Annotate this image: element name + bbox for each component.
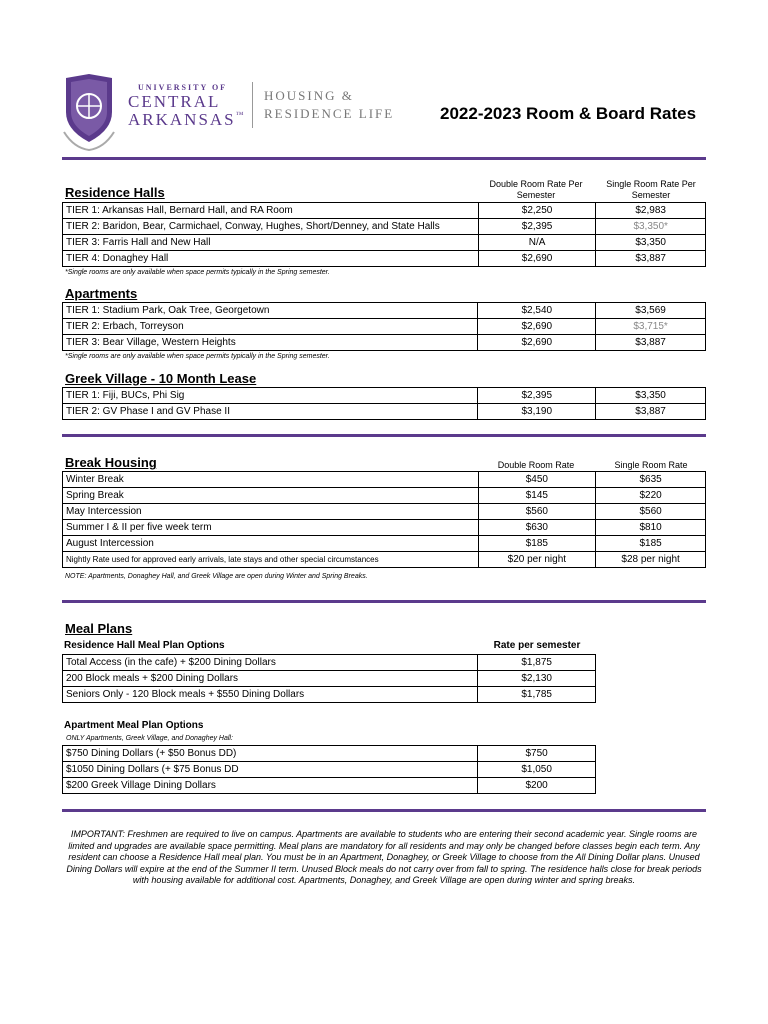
divider-meal <box>62 600 706 603</box>
table-row <box>63 319 706 335</box>
uca-shield-logo-icon <box>60 72 118 152</box>
double-rate: $185 <box>478 536 596 552</box>
double-rate: $2,690 <box>478 251 596 267</box>
apartments-heading: Apartments <box>65 286 138 301</box>
double-rate: $450 <box>478 472 596 488</box>
double-rate: $630 <box>478 520 596 536</box>
university-line1: UNIVERSITY OF <box>138 83 228 92</box>
row-name: TIER 2: Erbach, Torreyson <box>63 319 478 335</box>
residence-meal-heading: Residence Hall Meal Plan Options <box>64 640 225 651</box>
logo-divider <box>252 82 253 128</box>
double-rate: $2,395 <box>478 219 596 235</box>
dept-line1: HOUSING & <box>264 88 354 103</box>
rh-col-double: Double Room Rate Per Semester <box>489 179 583 200</box>
meal-rate: $1,875 <box>478 655 596 671</box>
table-row <box>63 219 706 235</box>
single-rate: $2,983 <box>596 203 706 219</box>
row-name: TIER 3: Bear Village, Western Heights <box>63 335 478 351</box>
double-rate: $2,395 <box>478 388 596 404</box>
table-row <box>63 303 706 319</box>
apartment-meal-heading: Apartment Meal Plan Options <box>64 720 204 731</box>
row-name: TIER 1: Arkansas Hall, Bernard Hall, and RA Room <box>63 203 479 219</box>
double-rate: $3,190 <box>478 404 596 420</box>
row-name: $750 Dining Dollars (+ $50 Bonus DD) <box>63 746 478 762</box>
divider-break <box>62 434 706 437</box>
apartments-table <box>62 302 706 351</box>
bh-col-double: Double Room Rate <box>497 460 575 470</box>
table-row <box>63 504 706 520</box>
double-rate: $145 <box>478 488 596 504</box>
university-line3 <box>128 110 245 130</box>
greek-village-heading: Greek Village - 10 Month Lease <box>65 371 257 386</box>
apartment-meal-subheading: ONLY Apartments, Greek Village, and Donaghey Hall: <box>66 735 233 742</box>
row-name: Nightly Rate used for approved early arrivals, late stays and other special circumstances <box>63 552 479 568</box>
row-name: $200 Greek Village Dining Dollars <box>63 778 478 794</box>
row-name: Spring Break <box>63 488 479 504</box>
double-rate: $560 <box>478 504 596 520</box>
break-housing-table <box>62 471 706 568</box>
university-line3-text: ARKANSAS <box>128 110 236 129</box>
residence-meal-table <box>62 654 596 703</box>
single-rate: $560 <box>596 504 706 520</box>
residence-halls-note: *Single rooms are only available when space permits typically in the Spring semester. <box>65 269 330 276</box>
page-title: 2022-2023 Room & Board Rates <box>440 104 697 123</box>
rate-per-semester-heading: Rate per semester <box>493 640 581 651</box>
single-rate: $635 <box>596 472 706 488</box>
table-row <box>63 552 706 568</box>
table-row <box>63 488 706 504</box>
divider-header <box>62 157 706 160</box>
bh-col-single: Single Room Rate <box>614 460 688 470</box>
single-rate: $3,350* <box>596 219 706 235</box>
row-name: TIER 4: Donaghey Hall <box>63 251 479 267</box>
trademark: ™ <box>235 110 246 119</box>
single-rate: $3,350 <box>596 388 706 404</box>
table-row <box>63 520 706 536</box>
single-rate: $810 <box>596 520 706 536</box>
row-name: Winter Break <box>63 472 479 488</box>
double-rate: $2,690 <box>478 319 596 335</box>
single-rate: $3,715* <box>596 319 706 335</box>
apartments-note: *Single rooms are only available when space permits typically in the Spring semester. <box>65 353 330 360</box>
greek-village-table <box>62 387 706 420</box>
row-name: Total Access (in the cafe) + $200 Dining Dollars <box>63 655 478 671</box>
table-row <box>63 335 706 351</box>
university-line2: CENTRAL <box>128 92 221 111</box>
table-row <box>63 536 706 552</box>
row-name: TIER 3: Farris Hall and New Hall <box>63 235 479 251</box>
single-rate: $185 <box>596 536 706 552</box>
meal-rate: $1,785 <box>478 687 596 703</box>
break-housing-heading: Break Housing <box>65 455 157 470</box>
important-note: IMPORTANT: Freshmen are required to live on campus. Apartments are available to students who are entering their second academic year. Single rooms are limited and upgrades are available space permitting. Meal plans are mandatory for all residents and may only be changed before classes begin each term. Any resident can choose a Residence Hall meal plan. You must be in an Apartment, Donaghey, or Greek Village to choose from the All Dining Dollar plans. Unused Dining Dollars will expire at the end of the Summer II term. Unused Block meals do not carry over from fall to spring. The residence halls close for break periods with housing available for additional cost. Apartments, Donaghey, and Greek Village are open during winter and spring breaks. <box>66 829 702 885</box>
table-row <box>63 655 596 671</box>
table-row <box>63 404 706 420</box>
table-row <box>63 203 706 219</box>
row-name: 200 Block meals + $200 Dining Dollars <box>63 671 478 687</box>
single-rate: $3,887 <box>596 404 706 420</box>
rh-col-single: Single Room Rate Per Semester <box>606 179 696 200</box>
row-name: TIER 1: Stadium Park, Oak Tree, Georgetown <box>63 303 478 319</box>
single-rate: $3,569 <box>596 303 706 319</box>
table-row <box>63 472 706 488</box>
row-name: Summer I & II per five week term <box>63 520 479 536</box>
row-name: $1050 Dining Dollars (+ $75 Bonus DD <box>63 762 478 778</box>
meal-rate: $1,050 <box>478 762 596 778</box>
dept-line2: RESIDENCE LIFE <box>264 106 395 121</box>
table-row <box>63 235 706 251</box>
row-name: August Intercession <box>63 536 479 552</box>
table-row <box>63 687 596 703</box>
double-rate: $2,540 <box>478 303 596 319</box>
row-name: Seniors Only - 120 Block meals + $550 Dining Dollars <box>63 687 478 703</box>
table-row <box>63 746 596 762</box>
row-name: TIER 1: Fiji, BUCs, Phi Sig <box>63 388 478 404</box>
table-row <box>63 778 596 794</box>
double-rate: N/A <box>478 235 596 251</box>
table-row <box>63 388 706 404</box>
row-name: TIER 2: GV Phase I and GV Phase II <box>63 404 478 420</box>
double-rate: $2,690 <box>478 335 596 351</box>
break-housing-note: NOTE: Apartments, Donaghey Hall, and Greek Village are open during Winter and Spring Breaks. <box>65 573 368 580</box>
row-name: TIER 2: Baridon, Bear, Carmichael, Conway, Hughes, Short/Denney, and State Halls <box>63 219 479 235</box>
table-row <box>63 671 596 687</box>
meal-rate: $750 <box>478 746 596 762</box>
apartment-meal-table <box>62 745 596 794</box>
divider-important <box>62 809 706 812</box>
meal-plans-heading: Meal Plans <box>65 621 133 636</box>
double-rate: $2,250 <box>478 203 596 219</box>
single-rate: $3,887 <box>596 335 706 351</box>
single-rate: $3,887 <box>596 251 706 267</box>
meal-rate: $2,130 <box>478 671 596 687</box>
single-rate: $3,350 <box>596 235 706 251</box>
double-rate: $20 per night <box>478 552 596 568</box>
row-name: May Intercession <box>63 504 479 520</box>
residence-halls-heading: Residence Halls <box>65 185 165 200</box>
residence-halls-table <box>62 202 706 267</box>
single-rate: $28 per night <box>596 552 706 568</box>
table-row <box>63 251 706 267</box>
meal-rate: $200 <box>478 778 596 794</box>
single-rate: $220 <box>596 488 706 504</box>
table-row <box>63 762 596 778</box>
